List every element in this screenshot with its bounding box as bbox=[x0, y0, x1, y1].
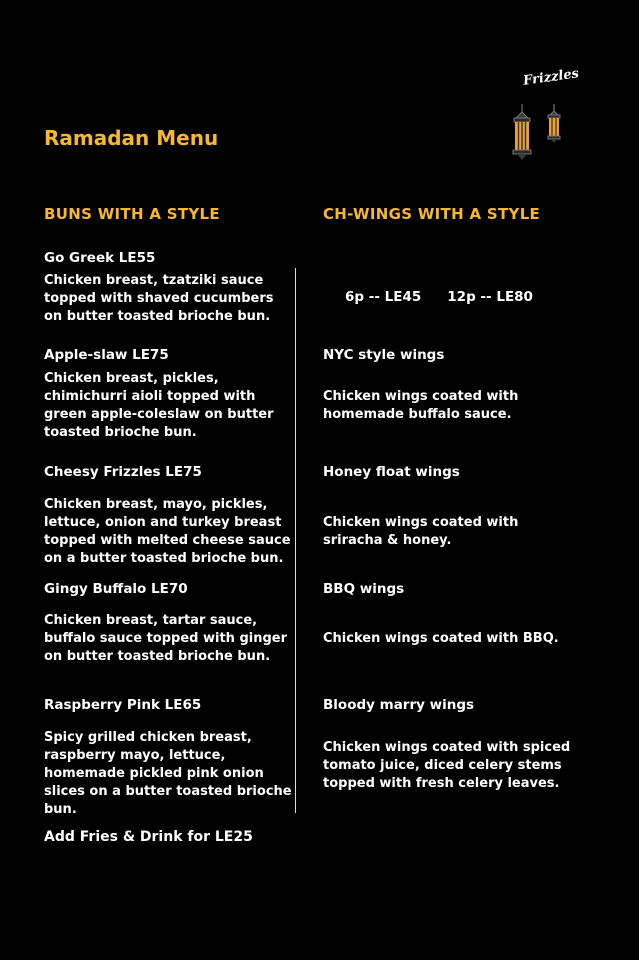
menu-item-name: Apple-slaw LE75 bbox=[44, 347, 169, 363]
menu-item-name: Go Greek LE55 bbox=[44, 250, 156, 266]
column-divider bbox=[295, 268, 296, 813]
menu-item-desc: Chicken breast, pickles, chimichurri aioli topped with green apple-coleslaw on butter toasted brioche bun. bbox=[44, 371, 274, 440]
brand-logo: Frizzles bbox=[522, 66, 580, 89]
price-12-pieces: 12p -- LE80 bbox=[447, 289, 533, 305]
wings-heading: CH-WINGS WITH A STYLE bbox=[323, 205, 541, 223]
buns-heading: BUNS WITH A STYLE bbox=[44, 205, 220, 223]
page-title: Ramadan Menu bbox=[44, 126, 219, 150]
footer-addon: Add Fries & Drink for LE25 bbox=[44, 829, 253, 845]
lantern-icon bbox=[506, 104, 566, 172]
menu-item-desc: Spicy grilled chicken breast, raspberry mayo, lettuce, homemade pickled pink onion slices on a butter toasted brioche bun. bbox=[44, 730, 292, 817]
menu-item-name: Cheesy Frizzles LE75 bbox=[44, 464, 202, 480]
menu-item-name: Honey float wings bbox=[323, 464, 460, 480]
menu-item-name: Gingy Buffalo LE70 bbox=[44, 581, 188, 597]
menu-item-name: BBQ wings bbox=[323, 581, 405, 597]
menu-item-desc: Chicken breast, tartar sauce, buffalo sauce topped with ginger on butter toasted brioche bun. bbox=[44, 613, 288, 664]
menu-item-desc: Chicken breast, tzatziki sauce topped with shaved cucumbers on butter toasted brioche bun. bbox=[44, 273, 274, 324]
menu-item-desc: Chicken wings coated with sriracha & honey. bbox=[323, 515, 519, 548]
menu-item-desc: Chicken wings coated with BBQ. bbox=[323, 631, 559, 646]
menu-item-desc: Chicken wings coated with homemade buffalo sauce. bbox=[323, 389, 519, 422]
menu-item-name: Raspberry Pink LE65 bbox=[44, 697, 202, 713]
menu-item-desc: Chicken wings coated with spiced tomato juice, diced celery stems topped with fresh celery leaves. bbox=[323, 740, 571, 791]
menu-item-name: NYC style wings bbox=[323, 347, 445, 363]
menu-item-desc: Chicken breast, mayo, pickles, lettuce, onion and turkey breast topped with melted cheese sauce on a butter toasted brioche bun. bbox=[44, 497, 291, 566]
price-6-pieces: 6p -- LE45 bbox=[345, 289, 422, 305]
menu-item-name: Bloody marry wings bbox=[323, 697, 475, 713]
wings-prices bbox=[345, 289, 559, 305]
